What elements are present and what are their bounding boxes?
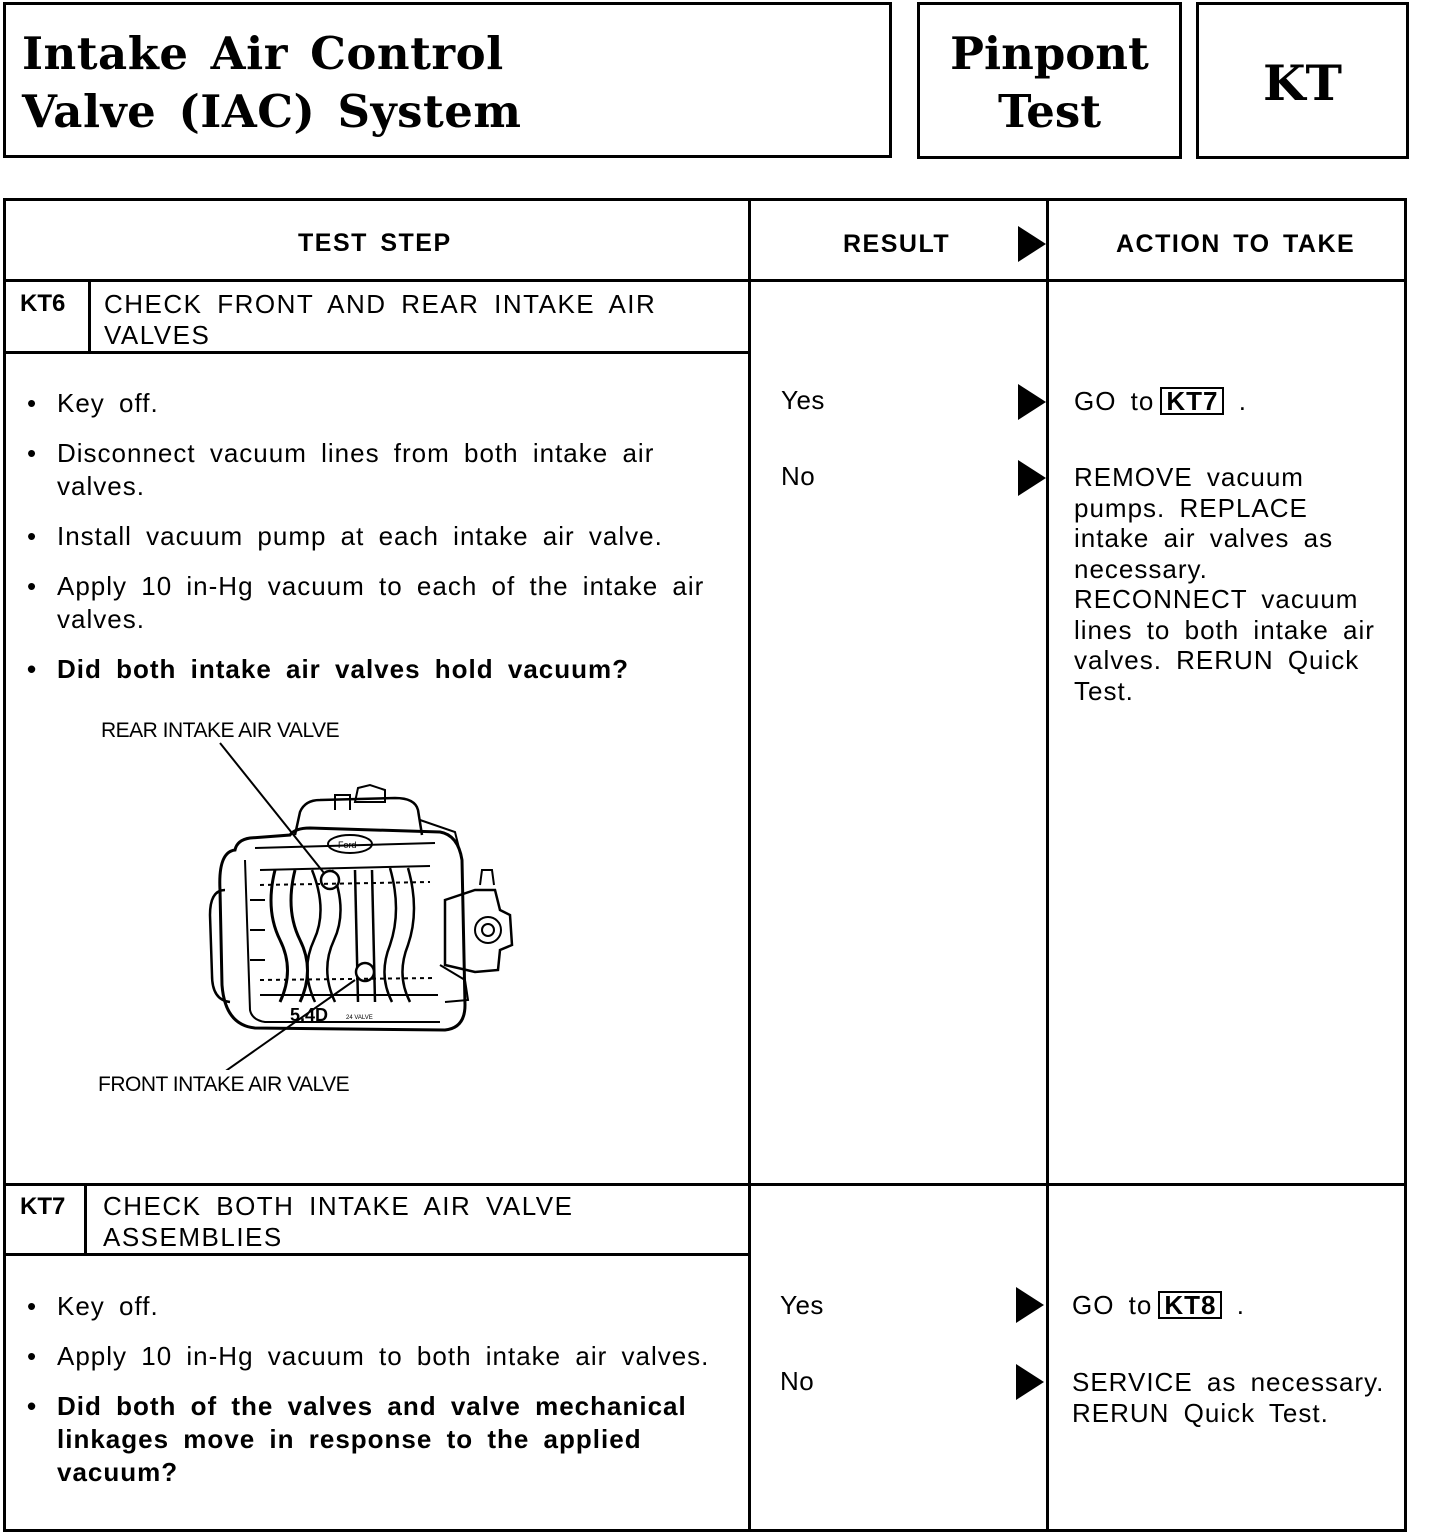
action-go-to-text: GO to xyxy=(1072,1290,1153,1320)
kt6-action-yes xyxy=(1074,386,1394,417)
callout-front-intake-air-valve: FRONT INTAKE AIR VALVE xyxy=(98,1073,350,1096)
test-question: • Did both of the valves and valve mechanical linkages move in response to the applied vacuum? xyxy=(27,1390,697,1489)
kt7-code-divider xyxy=(84,1183,87,1255)
kt7-result-yes: Yes xyxy=(780,1290,824,1320)
action-period: . xyxy=(1238,386,1247,416)
engine-illustration xyxy=(100,740,520,1070)
section-code: KT xyxy=(1262,54,1343,112)
kt6-no-arrow-icon xyxy=(1018,460,1046,496)
section-code-box xyxy=(1196,2,1409,159)
engine-badge-subtext: 24 VALVE xyxy=(346,1015,373,1021)
test-type-label: Pinpont Test xyxy=(950,27,1149,138)
page-title: Intake Air Control Valve (IAC) System xyxy=(22,27,522,138)
kt6-action-no: REMOVE vacuum pumps. REPLACE intake air valves as necessary. RECONNECT vacuum lines to both intake air valves. RERUN Quick Test. xyxy=(1074,462,1375,706)
kt7-no-arrow-icon xyxy=(1016,1364,1044,1400)
kt7-action-yes xyxy=(1072,1290,1392,1321)
instruction-item: • Apply 10 in-Hg vacuum to both intake air valves. xyxy=(27,1340,717,1373)
kt7-action-no: SERVICE as necessary. RERUN Quick Test. xyxy=(1072,1367,1385,1428)
col-header-result: RESULT xyxy=(843,230,951,258)
rear-valve-leader xyxy=(220,743,328,878)
title-box xyxy=(3,2,892,158)
step-code-kt6: KT6 xyxy=(20,290,66,317)
instruction-item: • Apply 10 in-Hg vacuum to each of the intake air valves. xyxy=(27,570,707,636)
action-go-to-text: GO to xyxy=(1074,386,1155,416)
rear-valve-marker xyxy=(321,871,339,889)
kt6-code-divider xyxy=(88,279,91,353)
instruction-item: • Disconnect vacuum lines from both intake air valves. xyxy=(27,437,657,503)
step-title-kt7: CHECK BOTH INTAKE AIR VALVE ASSEMBLIES xyxy=(103,1191,574,1252)
result-arrow-icon xyxy=(1018,226,1046,262)
kt6-yes-arrow-icon xyxy=(1018,384,1046,420)
instruction-item: • Key off. xyxy=(27,387,707,420)
header-row-rule xyxy=(3,279,1407,282)
step-ref-kt7[interactable]: KT7 xyxy=(1160,387,1224,415)
step-title-kt6: CHECK FRONT AND REAR INTAKE AIR VALVES xyxy=(104,289,657,350)
kt7-result-no: No xyxy=(780,1366,815,1396)
kt6-kt7-separator xyxy=(3,1183,1407,1186)
col-header-test-step: TEST STEP xyxy=(298,229,452,257)
kt7-yes-arrow-icon xyxy=(1016,1287,1044,1323)
test-question: • Did both intake air valves hold vacuum? xyxy=(27,653,707,686)
callout-rear-intake-air-valve: REAR INTAKE AIR VALVE xyxy=(101,719,340,742)
svg-text:Ford: Ford xyxy=(338,840,357,850)
engine-badge: 5.4D xyxy=(290,1005,329,1025)
step-code-kt7: KT7 xyxy=(20,1193,66,1220)
kt6-result-yes: Yes xyxy=(781,385,825,415)
instruction-item: • Key off. xyxy=(27,1290,717,1323)
action-period: . xyxy=(1236,1290,1245,1320)
kt6-result-no: No xyxy=(781,461,816,491)
kt7-title-rule xyxy=(3,1253,750,1256)
column-divider-action xyxy=(1046,198,1049,1532)
instruction-item: • Install vacuum pump at each intake air valve. xyxy=(27,520,707,553)
kt6-instructions xyxy=(27,387,707,703)
test-type-box xyxy=(917,2,1182,159)
kt6-title-rule xyxy=(3,351,750,354)
column-divider-result xyxy=(748,198,751,1532)
col-header-action: ACTION TO TAKE xyxy=(1116,230,1356,258)
kt7-instructions xyxy=(27,1290,717,1506)
step-ref-kt8[interactable]: KT8 xyxy=(1158,1291,1222,1319)
